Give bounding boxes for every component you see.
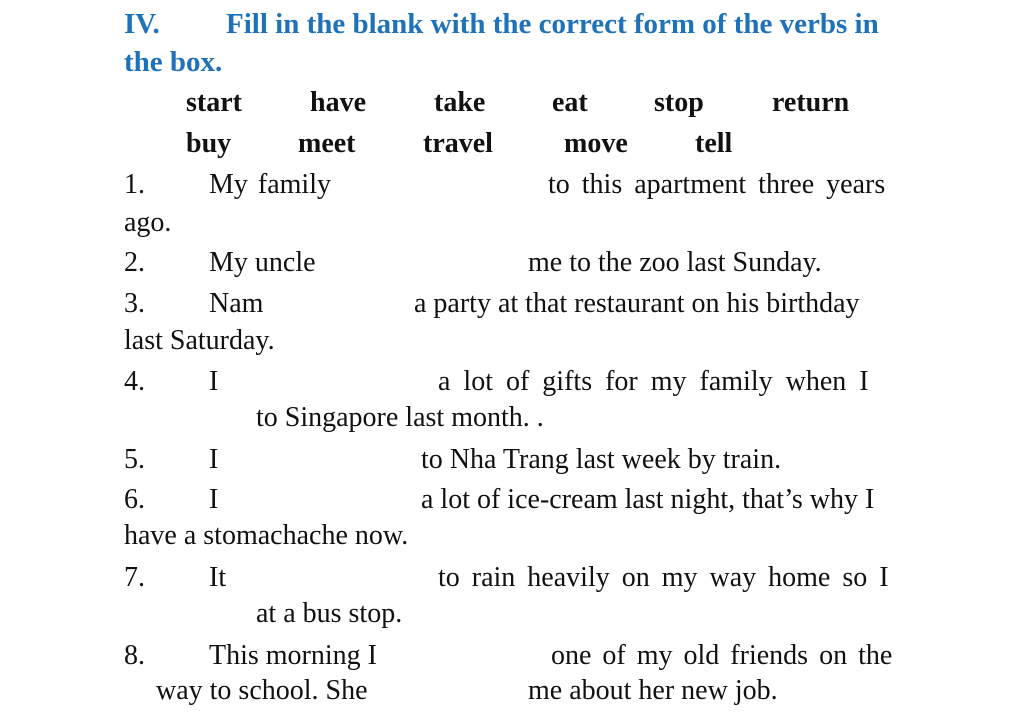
exercise-continuation-start: way to school. She [156,675,368,706]
exercise-text-end: a lot of gifts for my family when I [438,366,869,397]
exercise-text-start: My family [209,169,331,200]
verb-stop: stop [654,87,704,118]
exercise-number: 1. [124,169,145,200]
section-number: IV. [124,8,160,40]
verb-buy: buy [186,128,232,159]
exercise-number: 4. [124,366,145,397]
exercise-continuation: last Saturday. [124,325,275,356]
exercise-text-start: Nam [209,288,264,319]
exercise-text-end: to Nha Trang last week by train. [421,444,782,475]
verb-travel: travel [423,128,493,159]
verb-tell: tell [695,128,733,159]
exercise-continuation-end: me about her new job. [528,675,778,706]
exercise-number: 3. [124,288,145,319]
exercise-text-end: to rain heavily on my way home so I [438,562,889,593]
exercise-number: 5. [124,444,145,475]
exercise-text-start: This morning I [209,640,377,671]
exercise-text-end: to this apartment three years [548,169,886,200]
exercise-number: 6. [124,484,145,515]
exercise-continuation: ago. [124,207,172,238]
verb-start: start [186,87,242,118]
exercise-number: 8. [124,640,145,671]
section-title-line1: Fill in the blank with the correct form of the verbs in [226,8,879,40]
verb-eat: eat [552,87,588,118]
exercise-text-start: I [209,366,219,397]
exercise-continuation: to Singapore last month. . [256,402,544,433]
exercise-number: 7. [124,562,145,593]
exercise-text-end: a lot of ice-cream last night, that’s why I [421,484,875,515]
verb-have: have [310,87,366,118]
exercise-text-start: It [209,562,227,593]
verb-return: return [772,87,850,118]
section-title-line2: the box. [124,46,223,78]
verb-meet: meet [298,128,356,159]
exercise-text-start: My uncle [209,247,316,278]
exercise-text-end: a party at that restaurant on his birthday [414,288,860,319]
exercise-text-end: one of my old friends on the [551,640,893,671]
exercise-continuation: have a stomachache now. [124,520,409,551]
verb-move: move [564,128,628,159]
exercise-number: 2. [124,247,145,278]
verb-take: take [434,87,486,118]
exercise-text-start: I [209,484,219,515]
exercise-text-start: I [209,444,219,475]
exercise-text-end: me to the zoo last Sunday. [528,247,822,278]
exercise-continuation: at a bus stop. [256,598,403,629]
